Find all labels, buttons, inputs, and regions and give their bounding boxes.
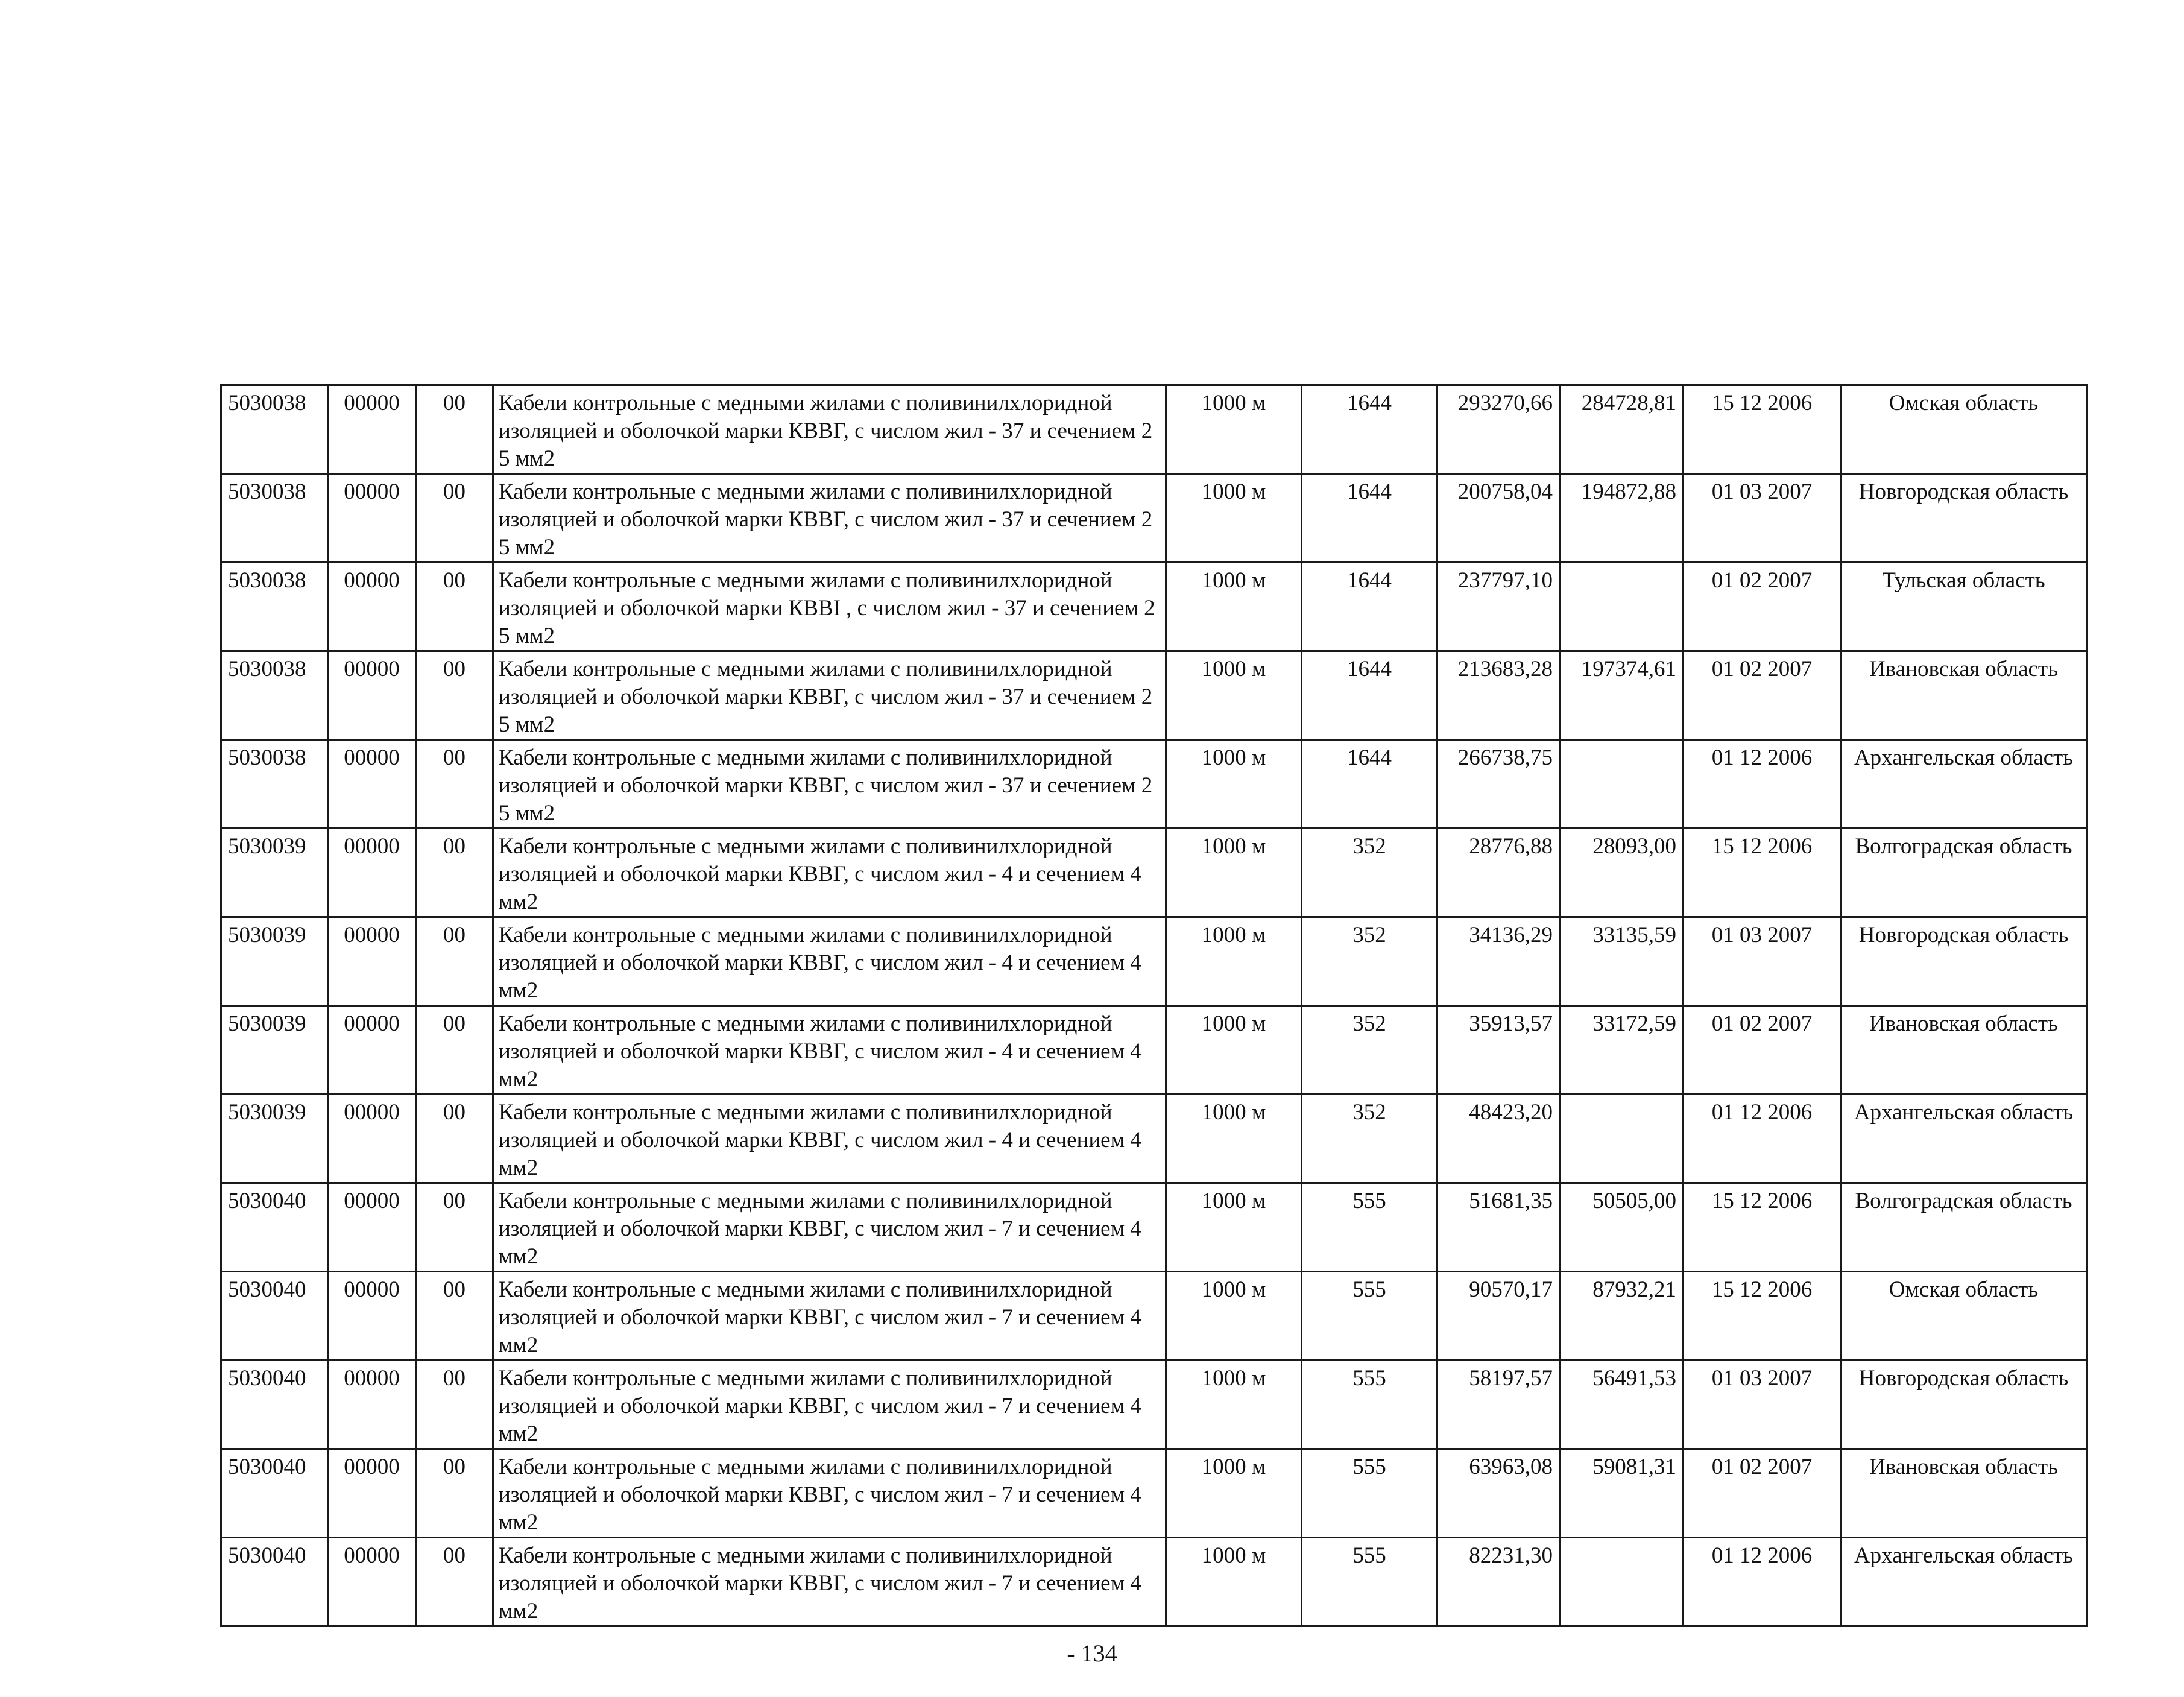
table-row xyxy=(221,1272,2087,1360)
quantity-value: 555 xyxy=(1302,1449,1438,1538)
table-row xyxy=(221,1360,2087,1449)
price-value-2 xyxy=(1560,740,1684,829)
resource-code: 5030040 xyxy=(221,1538,328,1626)
price-value-2: 87932,21 xyxy=(1560,1272,1684,1360)
resource-subcode-2: 00 xyxy=(416,1006,493,1095)
quantity-value: 1644 xyxy=(1302,563,1438,651)
resource-description: Кабели контрольные с медными жилами с поливинилхлоридной изоляцией и оболочкой марки КВВГ, с числом жил - 7 и сечением 4 мм2 xyxy=(493,1183,1166,1272)
resource-code: 5030040 xyxy=(221,1183,328,1272)
resource-subcode-1: 00000 xyxy=(328,740,416,829)
resource-description: Кабели контрольные с медными жилами с поливинилхлоридной изоляцией и оболочкой марки КВВГ, с числом жил - 7 и сечением 4 мм2 xyxy=(493,1272,1166,1360)
unit-of-measure: 1000 м xyxy=(1166,1538,1302,1626)
price-value-1: 34136,29 xyxy=(1438,917,1560,1006)
quantity-value: 555 xyxy=(1302,1183,1438,1272)
region-name: Ивановская область xyxy=(1841,1006,2087,1095)
resource-description: Кабели контрольные с медными жилами с поливинилхлоридной изоляцией и оболочкой марки КВВГ, с числом жил - 7 и сечением 4 мм2 xyxy=(493,1449,1166,1538)
price-value-2: 28093,00 xyxy=(1560,829,1684,917)
price-value-2: 50505,00 xyxy=(1560,1183,1684,1272)
resource-code: 5030039 xyxy=(221,829,328,917)
resource-subcode-2: 00 xyxy=(416,1272,493,1360)
price-value-1: 28776,88 xyxy=(1438,829,1560,917)
price-value-2: 194872,88 xyxy=(1560,474,1684,563)
resource-subcode-1: 00000 xyxy=(328,385,416,474)
price-value-2 xyxy=(1560,1095,1684,1183)
quantity-value: 1644 xyxy=(1302,474,1438,563)
resource-subcode-1: 00000 xyxy=(328,1006,416,1095)
resource-code: 5030040 xyxy=(221,1272,328,1360)
resource-subcode-2: 00 xyxy=(416,474,493,563)
price-value-1: 58197,57 xyxy=(1438,1360,1560,1449)
price-date: 15 12 2006 xyxy=(1684,385,1841,474)
resource-code: 5030039 xyxy=(221,1095,328,1183)
unit-of-measure: 1000 м xyxy=(1166,1006,1302,1095)
price-value-2: 284728,81 xyxy=(1560,385,1684,474)
unit-of-measure: 1000 м xyxy=(1166,474,1302,563)
quantity-value: 352 xyxy=(1302,1006,1438,1095)
resource-subcode-1: 00000 xyxy=(328,917,416,1006)
region-name: Волгоградская область xyxy=(1841,1183,2087,1272)
price-value-1: 90570,17 xyxy=(1438,1272,1560,1360)
resource-subcode-2: 00 xyxy=(416,1183,493,1272)
resource-subcode-1: 00000 xyxy=(328,474,416,563)
region-name: Новгородская область xyxy=(1841,1360,2087,1449)
unit-of-measure: 1000 м xyxy=(1166,917,1302,1006)
resource-subcode-1: 00000 xyxy=(328,1360,416,1449)
region-name: Архангельская область xyxy=(1841,740,2087,829)
resource-subcode-1: 00000 xyxy=(328,651,416,740)
price-value-2: 33172,59 xyxy=(1560,1006,1684,1095)
price-value-2: 197374,61 xyxy=(1560,651,1684,740)
price-date: 01 03 2007 xyxy=(1684,917,1841,1006)
resource-description: Кабели контрольные с медными жилами с поливинилхлоридной изоляцией и оболочкой марки КВВГ, с числом жил - 37 и сечением 2 5 мм2 xyxy=(493,474,1166,563)
table-row xyxy=(221,1183,2087,1272)
resource-subcode-1: 00000 xyxy=(328,1449,416,1538)
price-value-1: 200758,04 xyxy=(1438,474,1560,563)
region-name: Архангельская область xyxy=(1841,1095,2087,1183)
region-name: Ивановская область xyxy=(1841,1449,2087,1538)
quantity-value: 555 xyxy=(1302,1538,1438,1626)
region-name: Новгородская область xyxy=(1841,917,2087,1006)
price-value-1: 35913,57 xyxy=(1438,1006,1560,1095)
resource-description: Кабели контрольные с медными жилами с поливинилхлоридной изоляцией и оболочкой марки КВВГ, с числом жил - 7 и сечением 4 мм2 xyxy=(493,1360,1166,1449)
region-name: Омская область xyxy=(1841,1272,2087,1360)
resource-subcode-1: 00000 xyxy=(328,829,416,917)
resource-subcode-1: 00000 xyxy=(328,1095,416,1183)
unit-of-measure: 1000 м xyxy=(1166,1183,1302,1272)
region-name: Ивановская область xyxy=(1841,651,2087,740)
table-row xyxy=(221,563,2087,651)
unit-of-measure: 1000 м xyxy=(1166,829,1302,917)
region-name: Новгородская область xyxy=(1841,474,2087,563)
region-name: Архангельская область xyxy=(1841,1538,2087,1626)
unit-of-measure: 1000 м xyxy=(1166,1272,1302,1360)
resource-description: Кабели контрольные с медными жилами с поливинилхлоридной изоляцией и оболочкой марки КВВI , с числом жил - 37 и сечением 2 5 мм2 xyxy=(493,563,1166,651)
price-value-1: 82231,30 xyxy=(1438,1538,1560,1626)
table-body xyxy=(221,385,2087,1626)
resource-subcode-2: 00 xyxy=(416,829,493,917)
resource-code: 5030038 xyxy=(221,740,328,829)
resource-code: 5030038 xyxy=(221,651,328,740)
resource-description: Кабели контрольные с медными жилами с поливинилхлоридной изоляцией и оболочкой марки КВВГ, с числом жил - 37 и сечением 2 5 мм2 xyxy=(493,651,1166,740)
resource-subcode-1: 00000 xyxy=(328,1183,416,1272)
resource-subcode-2: 00 xyxy=(416,917,493,1006)
resource-code: 5030038 xyxy=(221,563,328,651)
resource-description: Кабели контрольные с медными жилами с поливинилхлоридной изоляцией и оболочкой марки КВВГ, с числом жил - 37 и сечением 2 5 мм2 xyxy=(493,385,1166,474)
resource-subcode-2: 00 xyxy=(416,1538,493,1626)
table-row xyxy=(221,1449,2087,1538)
table-row xyxy=(221,474,2087,563)
price-value-2: 56491,53 xyxy=(1560,1360,1684,1449)
table-row xyxy=(221,385,2087,474)
page-number: - 134 xyxy=(1067,1640,1117,1667)
price-value-1: 48423,20 xyxy=(1438,1095,1560,1183)
price-value-1: 51681,35 xyxy=(1438,1183,1560,1272)
resource-code: 5030039 xyxy=(221,917,328,1006)
price-date: 01 12 2006 xyxy=(1684,740,1841,829)
unit-of-measure: 1000 м xyxy=(1166,1360,1302,1449)
price-date: 01 03 2007 xyxy=(1684,1360,1841,1449)
resource-description: Кабели контрольные с медными жилами с поливинилхлоридной изоляцией и оболочкой марки КВВГ, с числом жил - 37 и сечением 2 5 мм2 xyxy=(493,740,1166,829)
price-value-1: 266738,75 xyxy=(1438,740,1560,829)
resource-code: 5030040 xyxy=(221,1360,328,1449)
resource-description: Кабели контрольные с медными жилами с поливинилхлоридной изоляцией и оболочкой марки КВВГ, с числом жил - 4 и сечением 4 мм2 xyxy=(493,829,1166,917)
resource-subcode-2: 00 xyxy=(416,385,493,474)
resource-subcode-2: 00 xyxy=(416,651,493,740)
price-date: 01 12 2006 xyxy=(1684,1538,1841,1626)
price-value-2 xyxy=(1560,1538,1684,1626)
price-value-2: 59081,31 xyxy=(1560,1449,1684,1538)
table-row xyxy=(221,740,2087,829)
resource-subcode-2: 00 xyxy=(416,1095,493,1183)
price-date: 01 02 2007 xyxy=(1684,1006,1841,1095)
resource-subcode-1: 00000 xyxy=(328,1272,416,1360)
resource-subcode-1: 00000 xyxy=(328,1538,416,1626)
table-row xyxy=(221,1095,2087,1183)
resource-description: Кабели контрольные с медными жилами с поливинилхлоридной изоляцией и оболочкой марки КВВГ, с числом жил - 7 и сечением 4 мм2 xyxy=(493,1538,1166,1626)
unit-of-measure: 1000 м xyxy=(1166,740,1302,829)
price-value-2: 33135,59 xyxy=(1560,917,1684,1006)
unit-of-measure: 1000 м xyxy=(1166,563,1302,651)
quantity-value: 352 xyxy=(1302,1095,1438,1183)
price-value-1: 237797,10 xyxy=(1438,563,1560,651)
table-row xyxy=(221,651,2087,740)
unit-of-measure: 1000 м xyxy=(1166,1449,1302,1538)
quantity-value: 555 xyxy=(1302,1360,1438,1449)
region-name: Омская область xyxy=(1841,385,2087,474)
resource-subcode-2: 00 xyxy=(416,1449,493,1538)
resource-code: 5030039 xyxy=(221,1006,328,1095)
price-date: 01 02 2007 xyxy=(1684,1449,1841,1538)
quantity-value: 555 xyxy=(1302,1272,1438,1360)
quantity-value: 1644 xyxy=(1302,385,1438,474)
resource-description: Кабели контрольные с медными жилами с поливинилхлоридной изоляцией и оболочкой марки КВВГ, с числом жил - 4 и сечением 4 мм2 xyxy=(493,1006,1166,1095)
unit-of-measure: 1000 м xyxy=(1166,651,1302,740)
price-date: 15 12 2006 xyxy=(1684,1272,1841,1360)
price-date: 15 12 2006 xyxy=(1684,1183,1841,1272)
region-name: Волгоградская область xyxy=(1841,829,2087,917)
resource-description: Кабели контрольные с медными жилами с поливинилхлоридной изоляцией и оболочкой марки КВВГ, с числом жил - 4 и сечением 4 мм2 xyxy=(493,917,1166,1006)
unit-of-measure: 1000 м xyxy=(1166,1095,1302,1183)
price-value-1: 63963,08 xyxy=(1438,1449,1560,1538)
region-name: Тульская область xyxy=(1841,563,2087,651)
unit-of-measure: 1000 м xyxy=(1166,385,1302,474)
price-date: 15 12 2006 xyxy=(1684,829,1841,917)
price-table xyxy=(220,384,2088,1627)
price-date: 01 12 2006 xyxy=(1684,1095,1841,1183)
price-date: 01 02 2007 xyxy=(1684,563,1841,651)
resource-subcode-2: 00 xyxy=(416,740,493,829)
price-value-2 xyxy=(1560,563,1684,651)
quantity-value: 1644 xyxy=(1302,740,1438,829)
price-date: 01 03 2007 xyxy=(1684,474,1841,563)
table-row xyxy=(221,917,2087,1006)
quantity-value: 1644 xyxy=(1302,651,1438,740)
resource-code: 5030038 xyxy=(221,474,328,563)
quantity-value: 352 xyxy=(1302,917,1438,1006)
table-row xyxy=(221,1538,2087,1626)
table-row xyxy=(221,829,2087,917)
price-value-1: 293270,66 xyxy=(1438,385,1560,474)
resource-subcode-2: 00 xyxy=(416,1360,493,1449)
resource-code: 5030040 xyxy=(221,1449,328,1538)
resource-subcode-2: 00 xyxy=(416,563,493,651)
resource-subcode-1: 00000 xyxy=(328,563,416,651)
resource-description: Кабели контрольные с медными жилами с поливинилхлоридной изоляцией и оболочкой марки КВВГ, с числом жил - 4 и сечением 4 мм2 xyxy=(493,1095,1166,1183)
table-row xyxy=(221,1006,2087,1095)
resource-code: 5030038 xyxy=(221,385,328,474)
quantity-value: 352 xyxy=(1302,829,1438,917)
price-value-1: 213683,28 xyxy=(1438,651,1560,740)
price-date: 01 02 2007 xyxy=(1684,651,1841,740)
